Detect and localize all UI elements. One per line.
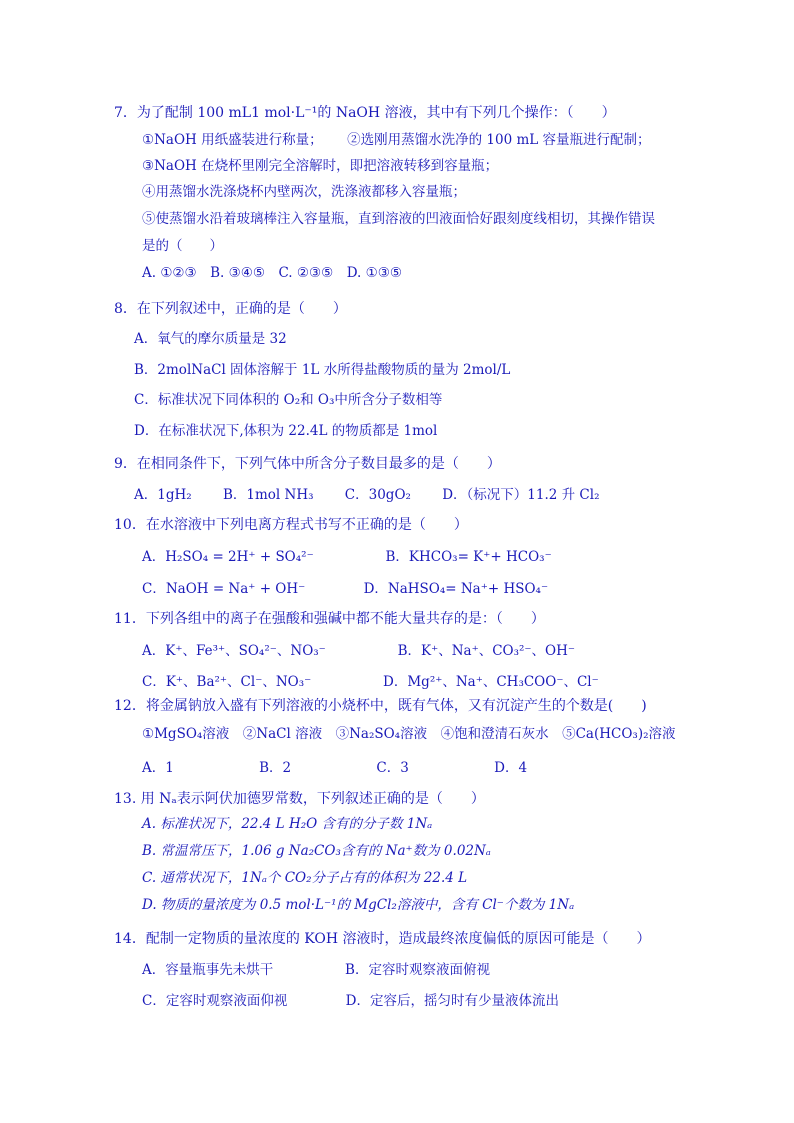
option-b: B. 常温常压下，1.06 g Na₂CO₃含有的 Na⁺数为 0.02Nₐ — [142, 843, 491, 859]
question-stem: 8．在下列叙述中，正确的是（ ） — [114, 301, 347, 317]
options-row: C．NaOH = Na⁺ + OH⁻ D．NaHSO₄= Na⁺+ HSO₄⁻ — [142, 581, 549, 597]
question-stem: 12．将金属钠放入盛有下列溶液的小烧杯中，既有气体，又有沉淀产生的个数是( ) — [114, 698, 647, 714]
step-line: ①NaOH 用纸盛装进行称量； ②选刚用蒸馏水洗净的 100 mL 容量瓶进行配制； — [142, 132, 651, 148]
options-row: C．定容时观察液面仰视 D．定容后，摇匀时有少量液体流出 — [142, 993, 559, 1009]
question-stem: 11．下列各组中的离子在强酸和强碱中都不能大量共存的是：（ ） — [114, 611, 545, 627]
step-line: 是的（ ） — [142, 238, 223, 254]
options-row: A．K⁺、Fe³⁺、SO₄²⁻、NO₃⁻ B．K⁺、Na⁺、CO₃²⁻、OH⁻ — [142, 643, 576, 659]
option-c: C. 通常状况下，1Nₐ个 CO₂分子占有的体积为 22.4 L — [142, 870, 468, 886]
solution-list: ①MgSO₄溶液 ②NaCl 溶液 ③Na₂SO₄溶液 ④饱和澄清石灰水 ⑤Ca(HCO₃)₂溶液 — [142, 726, 676, 742]
question-stem: 13. 用 Nₐ表示阿伏加德罗常数，下列叙述正确的是（ ） — [114, 791, 485, 807]
step-line: ④用蒸馏水洗涤烧杯内壁两次，洗涤液都移入容量瓶； — [142, 184, 466, 200]
options-row: A．容量瓶事先未烘干 B．定容时观察液面俯视 — [142, 962, 490, 978]
option-b: B．2molNaCl 固体溶解于 1L 水所得盐酸物质的量为 2mol/L — [134, 362, 511, 378]
options-row: C．K⁺、Ba²⁺、Cl⁻、NO₃⁻ D．Mg²⁺、Na⁺、CH₃COO⁻、Cl⁻ — [142, 674, 599, 690]
question-stem: 7．为了配制 100 mL1 mol·L⁻¹的 NaOH 溶液，其中有下列几个操作：（ ） — [114, 105, 616, 121]
options-row: A．H₂SO₄ = 2H⁺ + SO₄²⁻ B．KHCO₃= K⁺+ HCO₃⁻ — [142, 549, 552, 565]
option-d: D．在标准状况下,体积为 22.4L 的物质都是 1mol — [134, 423, 438, 439]
option-a: A．氧气的摩尔质量是 32 — [134, 331, 287, 347]
step-line: ③NaOH 在烧杯里刚完全溶解时，即把溶液转移到容量瓶； — [142, 158, 499, 174]
question-stem: 9．在相同条件下，下列气体中所含分子数目最多的是（ ） — [114, 456, 501, 472]
question-stem: 14．配制一定物质的量浓度的 KOH 溶液时，造成最终浓度偏低的原因可能是（ ） — [114, 931, 651, 947]
answer-options: A．1gH₂ B．1mol NH₃ C．30gO₂ D．（标况下）11.2 升 Cl₂ — [134, 487, 600, 503]
answer-options: A．1 B．2 C．3 D．4 — [142, 760, 528, 776]
question-stem: 10．在水溶液中下列电离方程式书写不正确的是（ ） — [114, 517, 468, 533]
option-c: C．标准状况下同体积的 O₂和 O₃中所含分子数相等 — [134, 392, 443, 408]
option-d: D. 物质的量浓度为 0.5 mol·L⁻¹的 MgCl₂溶液中，含有 Cl⁻个数为 1Nₐ — [142, 897, 575, 913]
option-a: A. 标准状况下，22.4 L H₂O 含有的分子数 1Nₐ — [142, 816, 433, 832]
step-line: ⑤使蒸馏水沿着玻璃棒注入容量瓶，直到溶液的凹液面恰好跟刻度线相切，其操作错误 — [142, 211, 655, 227]
answer-options: A. ①②③ B. ③④⑤ C. ②③⑤ D. ①③⑤ — [142, 265, 402, 281]
